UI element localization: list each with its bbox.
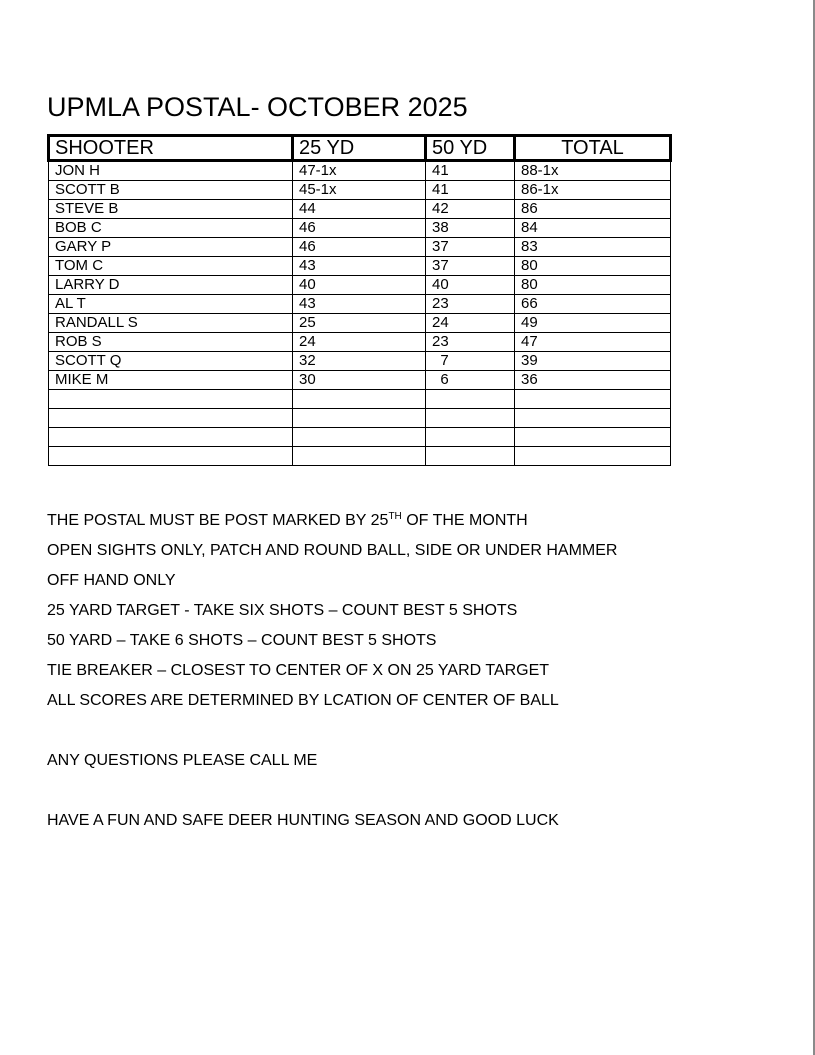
- shooter-cell: GARY P: [49, 238, 293, 257]
- score-25-yd-cell: 43: [293, 295, 426, 314]
- score-25-yd-cell: 40: [293, 276, 426, 295]
- rule-postmark: [47, 509, 787, 539]
- shooter-cell: MIKE M: [49, 371, 293, 390]
- shooter-cell: SCOTT B: [49, 181, 293, 200]
- total-cell: [515, 390, 671, 409]
- score-25-yd-cell: 44: [293, 200, 426, 219]
- shooter-cell: SCOTT Q: [49, 352, 293, 371]
- score-25-yd-cell: 45-1x: [293, 181, 426, 200]
- table-row: [49, 390, 671, 409]
- total-cell: 49: [515, 314, 671, 333]
- table-row: [49, 200, 671, 219]
- rule-50-yard: 50 YARD – TAKE 6 SHOTS – COUNT BEST 5 SHOTS: [47, 632, 437, 649]
- score-25-yd-cell: [293, 428, 426, 447]
- shooter-cell: AL T: [49, 295, 293, 314]
- total-cell: [515, 428, 671, 447]
- score-25-yd-cell: 47-1x: [293, 161, 426, 181]
- score-50-yd-cell: 37: [426, 257, 515, 276]
- total-cell: 80: [515, 276, 671, 295]
- rule-25-yard: 25 YARD TARGET - TAKE SIX SHOTS – COUNT BEST 5 SHOTS: [47, 602, 518, 619]
- total-cell: 66: [515, 295, 671, 314]
- header-50-yd: 50 YD: [426, 136, 515, 161]
- score-50-yd-cell: 6: [426, 371, 515, 390]
- score-50-yd-cell: 42: [426, 200, 515, 219]
- rule-postmark-suffix: TH: [388, 511, 402, 522]
- total-cell: [515, 409, 671, 428]
- total-cell: 84: [515, 219, 671, 238]
- score-50-yd-cell: [426, 409, 515, 428]
- rule-tie-breaker: TIE BREAKER – CLOSEST TO CENTER OF X ON 25 YARD TARGET: [47, 662, 550, 679]
- score-50-yd-cell: 41: [426, 181, 515, 200]
- score-50-yd-cell: 7: [426, 352, 515, 371]
- table-row: [49, 276, 671, 295]
- score-25-yd-cell: [293, 447, 426, 466]
- score-50-yd-cell: 40: [426, 276, 515, 295]
- score-50-yd-cell: [426, 390, 515, 409]
- total-cell: 47: [515, 333, 671, 352]
- shooter-cell: TOM C: [49, 257, 293, 276]
- total-cell: [515, 447, 671, 466]
- score-25-yd-cell: 46: [293, 238, 426, 257]
- score-25-yd-cell: 30: [293, 371, 426, 390]
- table-row: [49, 428, 671, 447]
- shooter-cell: STEVE B: [49, 200, 293, 219]
- table-row: [49, 219, 671, 238]
- rule-postmark-text-end: OF THE MONTH: [401, 512, 528, 529]
- spacer: [47, 719, 787, 749]
- score-25-yd-cell: 46: [293, 219, 426, 238]
- shooter-cell: JON H: [49, 161, 293, 181]
- score-50-yd-cell: 41: [426, 161, 515, 181]
- spacer: [47, 779, 787, 809]
- score-50-yd-cell: 23: [426, 295, 515, 314]
- table-row: [49, 181, 671, 200]
- table-row: [49, 295, 671, 314]
- rule-offhand: OFF HAND ONLY: [47, 572, 176, 589]
- table-row: [49, 352, 671, 371]
- rules-section: [47, 509, 787, 839]
- shooter-cell: BOB C: [49, 219, 293, 238]
- shooter-cell: ROB S: [49, 333, 293, 352]
- score-50-yd-cell: 24: [426, 314, 515, 333]
- total-cell: 39: [515, 352, 671, 371]
- total-cell: 86: [515, 200, 671, 219]
- score-50-yd-cell: 23: [426, 333, 515, 352]
- total-cell: 36: [515, 371, 671, 390]
- score-25-yd-cell: 24: [293, 333, 426, 352]
- table-row: [49, 333, 671, 352]
- shooter-cell: RANDALL S: [49, 314, 293, 333]
- shooter-cell: [49, 390, 293, 409]
- shooter-cell: [49, 409, 293, 428]
- score-50-yd-cell: [426, 447, 515, 466]
- scores-table-body: [49, 161, 671, 466]
- score-25-yd-cell: [293, 409, 426, 428]
- shooter-cell: [49, 447, 293, 466]
- shooter-cell: LARRY D: [49, 276, 293, 295]
- score-50-yd-cell: 37: [426, 238, 515, 257]
- total-cell: 80: [515, 257, 671, 276]
- table-row: [49, 409, 671, 428]
- score-25-yd-cell: 43: [293, 257, 426, 276]
- table-row: [49, 257, 671, 276]
- closing-note: HAVE A FUN AND SAFE DEER HUNTING SEASON AND GOOD LUCK: [47, 812, 559, 829]
- score-25-yd-cell: [293, 390, 426, 409]
- rule-postmark-text: THE POSTAL MUST BE POST MARKED BY 25: [47, 512, 389, 529]
- page-title: UPMLA POSTAL- OCTOBER 2025: [47, 92, 468, 122]
- header-total: TOTAL: [515, 136, 671, 161]
- header-25-yd: 25 YD: [293, 136, 426, 161]
- rule-scoring: ALL SCORES ARE DETERMINED BY LCATION OF CENTER OF BALL: [47, 692, 559, 709]
- table-row: [49, 314, 671, 333]
- rule-sights: OPEN SIGHTS ONLY, PATCH AND ROUND BALL, SIDE OR UNDER HAMMER: [47, 542, 618, 559]
- shooter-cell: [49, 428, 293, 447]
- total-cell: 88-1x: [515, 161, 671, 181]
- total-cell: 83: [515, 238, 671, 257]
- score-25-yd-cell: 32: [293, 352, 426, 371]
- score-25-yd-cell: 25: [293, 314, 426, 333]
- total-cell: 86-1x: [515, 181, 671, 200]
- score-50-yd-cell: [426, 428, 515, 447]
- score-50-yd-cell: 38: [426, 219, 515, 238]
- table-row: [49, 161, 671, 181]
- table-row: [49, 371, 671, 390]
- table-row: [49, 447, 671, 466]
- table-row: [49, 238, 671, 257]
- questions-note: ANY QUESTIONS PLEASE CALL ME: [47, 752, 318, 769]
- scores-table: [47, 134, 672, 466]
- header-shooter: SHOOTER: [49, 136, 293, 161]
- table-header-row: [49, 136, 671, 161]
